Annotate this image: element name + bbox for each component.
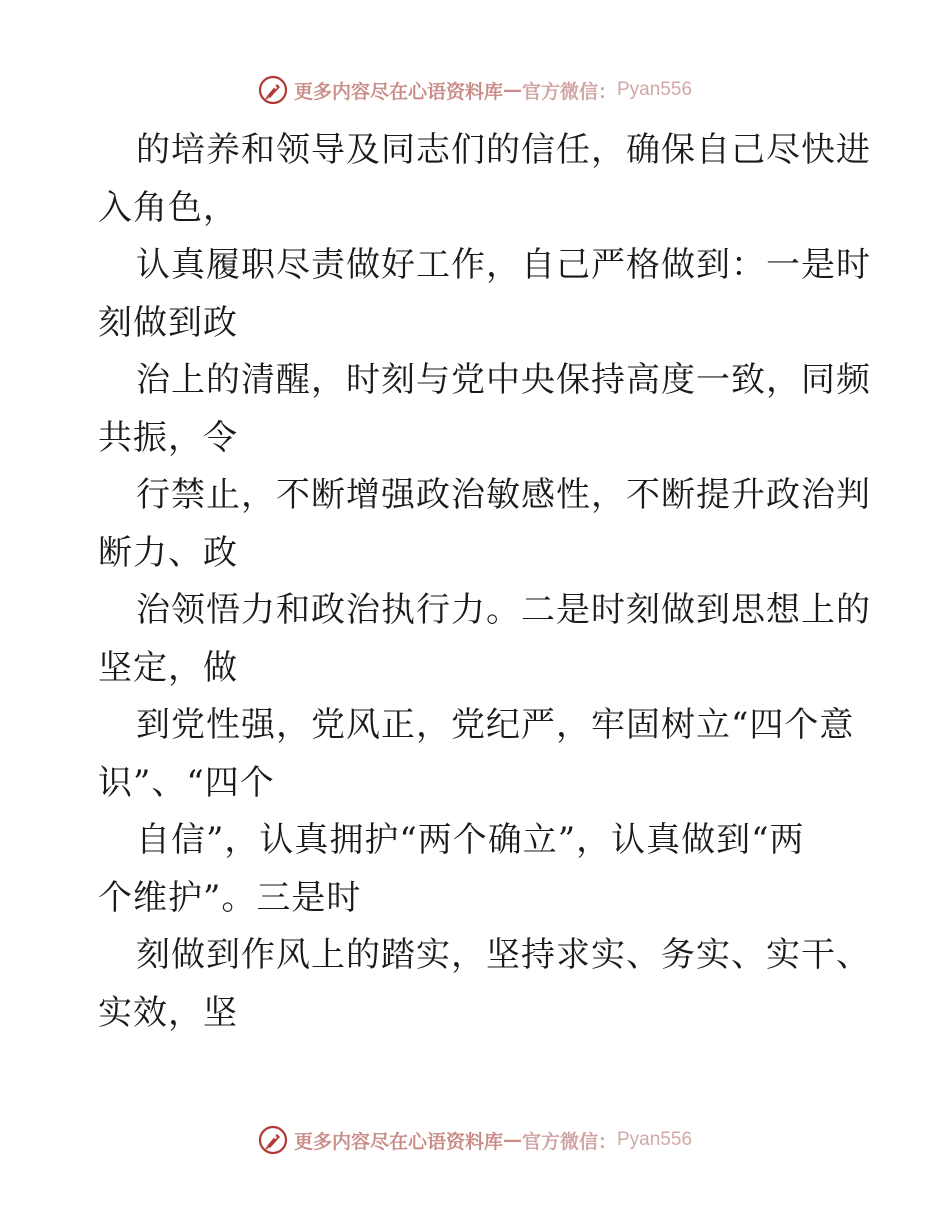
pen-nib-logo-icon bbox=[258, 75, 288, 105]
body-line: 共振，令 bbox=[98, 417, 238, 458]
banner-separator: — bbox=[502, 79, 522, 101]
document-body bbox=[98, 122, 871, 1042]
body-line: 实效，坚 bbox=[98, 992, 238, 1033]
banner-wechat-id: Pyan556 bbox=[617, 1129, 693, 1150]
body-line: 刻做到政 bbox=[98, 302, 238, 343]
body-line: 识”、“四个 bbox=[98, 762, 275, 803]
banner-wechat-id: Pyan556 bbox=[617, 79, 693, 100]
banner-wechat-label: 官方微信： bbox=[521, 80, 617, 103]
body-line: 刻做到作风上的踏实，坚持求实、务实、实干、 bbox=[136, 935, 871, 975]
banner-slogan: 更多内容尽在心语资料库 bbox=[293, 1130, 503, 1153]
body-line: 认真履职尽责做好工作，自己严格做到：一是时 bbox=[136, 245, 871, 285]
body-line: 自信”，认真拥护“两个确立”，认真做到“两 bbox=[136, 820, 805, 860]
pen-nib-logo-icon bbox=[258, 1125, 288, 1155]
body-line: 到党性强，党风正，党纪严，牢固树立“四个意 bbox=[136, 705, 855, 745]
body-line: 个维护”。三是时 bbox=[98, 877, 362, 918]
header-banner bbox=[0, 70, 950, 110]
banner-separator: — bbox=[502, 1129, 522, 1151]
body-line: 坚定，做 bbox=[98, 647, 238, 688]
body-line: 治领悟力和政治执行力。二是时刻做到思想上的 bbox=[136, 590, 871, 630]
body-line: 行禁止，不断增强政治敏感性，不断提升政治判 bbox=[136, 475, 871, 515]
body-line: 治上的清醒，时刻与党中央保持高度一致，同频 bbox=[136, 360, 871, 400]
banner-slogan: 更多内容尽在心语资料库 bbox=[293, 80, 503, 103]
banner-wechat-label: 官方微信： bbox=[521, 1130, 617, 1153]
body-line: 断力、政 bbox=[98, 532, 238, 573]
footer-banner bbox=[0, 1120, 950, 1160]
body-line: 入角色， bbox=[98, 187, 238, 228]
body-line: 的培养和领导及同志们的信任，确保自己尽快进 bbox=[136, 130, 871, 170]
